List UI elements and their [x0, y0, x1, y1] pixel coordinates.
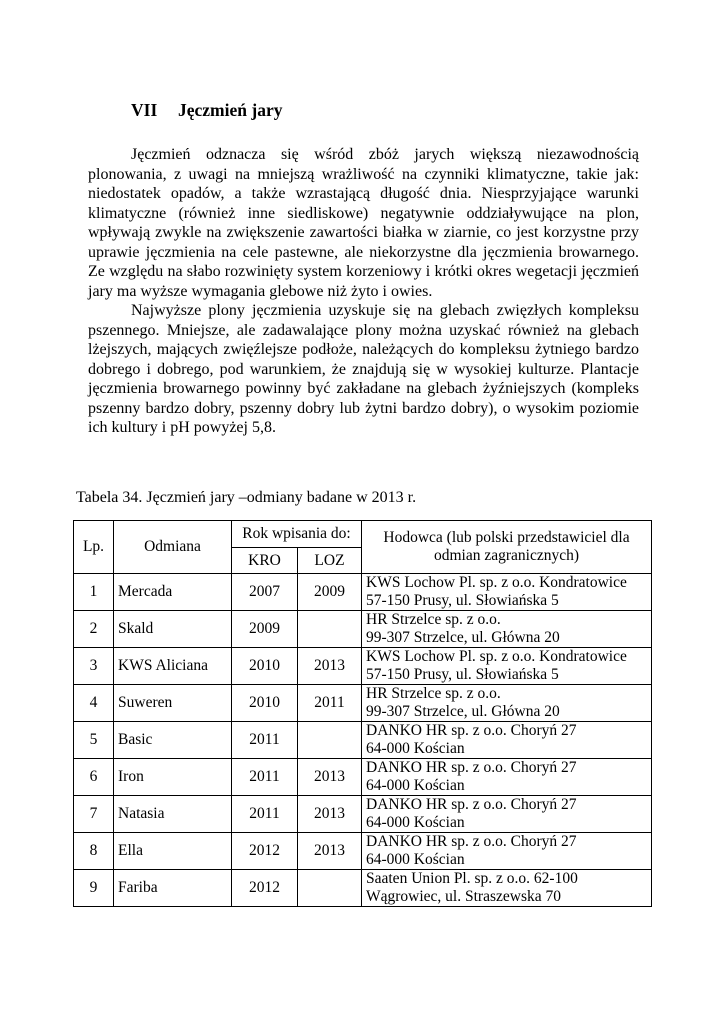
- cell-variety-name: KWS Aliciana: [114, 648, 232, 685]
- breeder-line-1: DANKO HR sp. z o.o. Choryń 27: [366, 722, 577, 739]
- cell-lp: 3: [74, 648, 114, 685]
- cell-breeder: [362, 722, 652, 759]
- breeder-line-2: 57-150 Prusy, ul. Słowiańska 5: [366, 666, 559, 683]
- cell-loz-year: 2013: [298, 648, 362, 685]
- cell-breeder: [362, 833, 652, 870]
- cell-kro-year: 2010: [232, 685, 298, 722]
- breeder-line-1: DANKO HR sp. z o.o. Choryń 27: [366, 796, 577, 813]
- cell-kro-year: 2010: [232, 648, 298, 685]
- breeder-line-1: DANKO HR sp. z o.o. Choryń 27: [366, 833, 577, 850]
- breeder-line-2: 64-000 Kościan: [366, 851, 465, 868]
- header-lp: Lp.: [74, 521, 114, 574]
- cell-lp: 9: [74, 870, 114, 907]
- cell-variety-name: Mercada: [114, 574, 232, 611]
- cell-loz-year: 2013: [298, 796, 362, 833]
- cell-breeder: [362, 870, 652, 907]
- cell-loz-year: 2013: [298, 759, 362, 796]
- breeder-line-1: HR Strzelce sp. z o.o.: [366, 611, 501, 628]
- cell-variety-name: Ella: [114, 833, 232, 870]
- cell-lp: 6: [74, 759, 114, 796]
- cell-loz-year: 2009: [298, 574, 362, 611]
- cell-lp: 4: [74, 685, 114, 722]
- table-row: [74, 611, 652, 648]
- breeder-line-2: Wągrowiec, ul. Straszewska 70: [366, 888, 561, 905]
- cell-variety-name: Suweren: [114, 685, 232, 722]
- cell-lp: 1: [74, 574, 114, 611]
- breeder-line-2: 64-000 Kościan: [366, 740, 465, 757]
- header-variety: Odmiana: [114, 521, 232, 574]
- cell-loz-year: 2013: [298, 833, 362, 870]
- table-caption: Tabela 34. Jęczmień jary –odmiany badane w 2013 r.: [76, 489, 417, 506]
- cell-loz-year: [298, 870, 362, 907]
- table-row: [74, 722, 652, 759]
- cell-loz-year: [298, 611, 362, 648]
- table-row: [74, 833, 652, 870]
- cell-breeder: [362, 611, 652, 648]
- cell-breeder: [362, 685, 652, 722]
- breeder-line-2: 64-000 Kościan: [366, 777, 465, 794]
- cell-kro-year: 2011: [232, 722, 298, 759]
- cell-variety-name: Fariba: [114, 870, 232, 907]
- table-row: [74, 648, 652, 685]
- cell-variety-name: Skald: [114, 611, 232, 648]
- breeder-line-2: 57-150 Prusy, ul. Słowiańska 5: [366, 592, 559, 609]
- table-row: [74, 796, 652, 833]
- cell-loz-year: 2011: [298, 685, 362, 722]
- table-row: [74, 870, 652, 907]
- cell-variety-name: Iron: [114, 759, 232, 796]
- table-row: [74, 759, 652, 796]
- cell-breeder: [362, 759, 652, 796]
- header-loz: LOZ: [298, 548, 362, 574]
- cell-kro-year: 2011: [232, 796, 298, 833]
- header-registration: Rok wpisania do:: [232, 521, 362, 548]
- section-title: Jęczmień jary: [178, 100, 283, 120]
- breeder-line-2: 64-000 Kościan: [366, 814, 465, 831]
- breeder-line-1: KWS Lochow Pl. sp. z o.o. Kondratowice: [366, 648, 627, 665]
- cell-loz-year: [298, 722, 362, 759]
- table-row: [74, 685, 652, 722]
- body-text: [88, 145, 639, 438]
- cell-kro-year: 2007: [232, 574, 298, 611]
- breeder-line-1: HR Strzelce sp. z o.o.: [366, 685, 501, 702]
- paragraph-1: Jęczmień odznacza się wśród zbóż jarych większą niezawodnością plonowania, z uwagi na mniejszą wrażliwość na czynniki klimatyczne, takie jak: niedostatek opadów, a także wzrastającą długość dnia. Niesprzyjające warunki klimatyczne (również inne siedliskowe) negatywnie oddziaływujące na plon, wpływają zwykle na zwiększenie zawartości białka w ziarnie, co jest korzystne przy uprawie jęczmienia na cele pastewne, ale niekorzystne dla jęczmienia browarnego. Ze względu na słabo rozwinięty system korzeniowy i krótki okres wegetacji jęczmień jary ma wyższe wymagania glebowe niż żyto i owies.: [88, 146, 639, 300]
- breeder-line-2: 99-307 Strzelce, ul. Główna 20: [366, 703, 560, 720]
- breeder-line-2: 99-307 Strzelce, ul. Główna 20: [366, 629, 560, 646]
- section-heading: [131, 100, 282, 121]
- cell-variety-name: Basic: [114, 722, 232, 759]
- cell-kro-year: 2012: [232, 833, 298, 870]
- breeder-line-1: KWS Lochow Pl. sp. z o.o. Kondratowice: [366, 574, 627, 591]
- varieties-table: [73, 520, 652, 907]
- section-number: VII: [131, 100, 158, 120]
- header-breeder: Hodowca (lub polski przedstawiciel dla odmian zagranicznych): [362, 521, 652, 574]
- breeder-line-1: DANKO HR sp. z o.o. Choryń 27: [366, 759, 577, 776]
- cell-kro-year: 2009: [232, 611, 298, 648]
- cell-kro-year: 2012: [232, 870, 298, 907]
- cell-breeder: [362, 648, 652, 685]
- cell-breeder: [362, 574, 652, 611]
- cell-lp: 8: [74, 833, 114, 870]
- header-kro: KRO: [232, 548, 298, 574]
- cell-breeder: [362, 796, 652, 833]
- cell-variety-name: Natasia: [114, 796, 232, 833]
- cell-lp: 7: [74, 796, 114, 833]
- table-row: [74, 574, 652, 611]
- cell-lp: 2: [74, 611, 114, 648]
- table-body: [74, 574, 652, 907]
- breeder-line-1: Saaten Union Pl. sp. z o.o. 62-100: [366, 870, 578, 887]
- cell-kro-year: 2011: [232, 759, 298, 796]
- paragraph-2: Najwyższe plony jęczmienia uzyskuje się na glebach zwięzłych kompleksu pszennego. Mniejsze, ale zadawalające plony można uzyskać również na glebach lżejszych, mających zwięźlejsze podłoże, należących do kompleksu żytniego bardzo dobrego i dobrego, pod warunkiem, że znajdują się w wysokiej kulturze. Plantacje jęczmienia browarnego powinny być zakładane na glebach żyźniejszych (kompleks pszenny bardzo dobry, pszenny dobry lub żytni bardzo dobry), o wysokim poziomie ich kultury i pH powyżej 5,8.: [88, 302, 639, 436]
- cell-lp: 5: [74, 722, 114, 759]
